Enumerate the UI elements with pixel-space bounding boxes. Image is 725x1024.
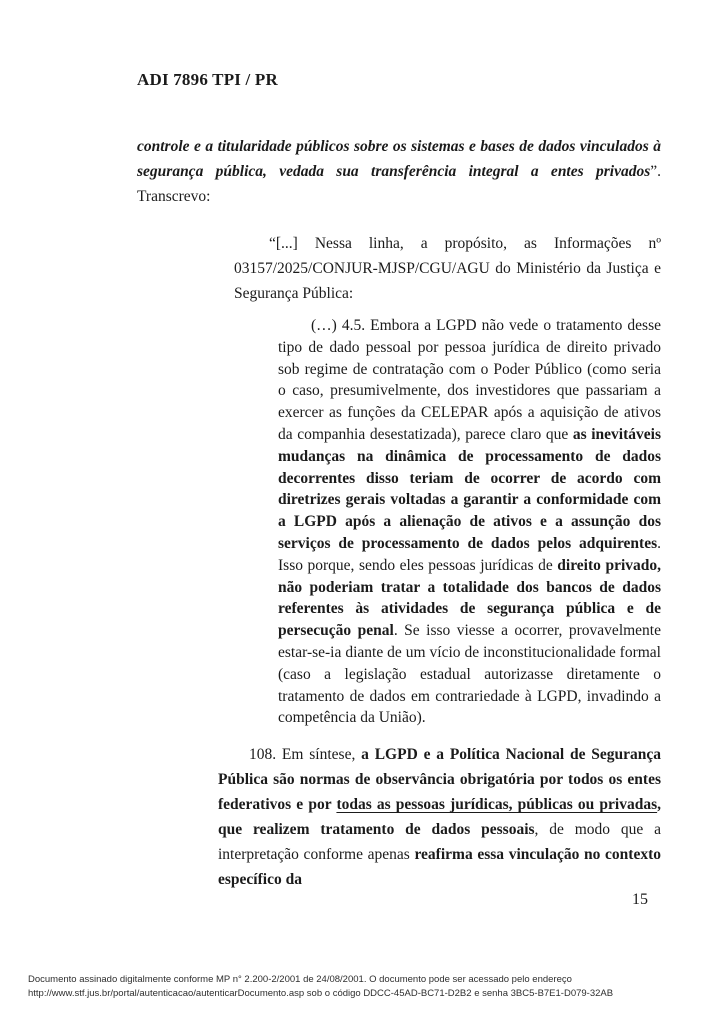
- quote-level-2-paragraph: [278, 315, 661, 729]
- page-number: 15: [632, 891, 648, 908]
- paragraph-108: [218, 742, 661, 892]
- p108-run-0: 108. Em síntese,: [249, 746, 362, 764]
- quote2-run-1-bold: as inevitáveis mudanças na dinâmica de processamento de dados decorrentes disso teriam de ocorrer de acordo com diretrizes gerais voltadas a garantir a conformidade com a LGPD após a alienação de ativos e a assunção dos serviços de processamento de dados pelos adquirentes: [278, 425, 661, 552]
- document-body: [137, 134, 661, 892]
- footer-line-1: Documento assinado digitalmente conforme MP n° 2.200-2/2001 de 24/08/2001. O documento pode ser acessado pelo endereço: [28, 974, 572, 985]
- signature-footer: [28, 973, 708, 1001]
- p108-run-1-bold: a LGPD e a Política Nacional de Segurança Pública são normas de observância obrigatória por todos os entes federativos e por: [218, 746, 662, 814]
- quote2-run-4: . Se isso viesse a ocorrer, provavelmente estar-se-ia diante de um vício de inconstitucionalidade formal (caso a legislação estadual autorizasse diretamente o tratamento de dados em contrariedade à LGPD, invadindo a competência da União).: [278, 622, 661, 727]
- quote2-run-3-bold: direito privado, não poderiam tratar a totalidade dos bancos de dados referentes às atividades de segurança pública e de persecução penal: [278, 556, 661, 640]
- p108-run-4: , de modo que a interpretação conforme apenas: [218, 821, 661, 864]
- case-header: ADI 7896 TPI / PR: [137, 70, 278, 89]
- p108-run-2-bold-underline: todas as pessoas jurídicas, públicas ou privadas: [336, 796, 658, 814]
- quote2-run-0: (…) 4.5. Embora a LGPD não vede o tratamento desse tipo de dado pessoal por pessoa jurídica de direito privado sob regime de contratação com o Poder Público (como seria o caso, presumivelmente, dos investidores que passariam a exercer as funções da CELEPAR após a aquisição de ativos da companhia desestatizada), parece claro que: [278, 317, 661, 443]
- footer-line-2: http://www.stf.jus.br/portal/autenticacao/autenticarDocumento.asp sob o código DDCC-45AD-BC71-D2B2 e senha 3BC5-B7E1-D079-32AB: [28, 987, 614, 999]
- p108-run-3-bold: , que realizem tratamento de dados pessoais: [218, 796, 661, 839]
- opening-quoted-text: controle e a titularidade públicos sobre os sistemas e bases de dados vinculados à segurança pública, vedada sua transferência integral a entes privados: [137, 138, 661, 180]
- quote2-run-2: . Isso porque, sendo eles pessoas jurídicas de: [278, 534, 661, 574]
- p108-run-5-bold: reafirma essa vinculação no contexto específico da: [218, 846, 661, 889]
- opening-transcrevo-text: ”. Transcrevo:: [137, 163, 661, 205]
- quote-level-1-paragraph: “[...] Nessa linha, a propósito, as Informações nº 03157/2025/CONJUR-MJSP/CGU/AGU do Ministério da Justiça e Segurança Pública:: [234, 235, 661, 302]
- opening-paragraph: [137, 134, 661, 209]
